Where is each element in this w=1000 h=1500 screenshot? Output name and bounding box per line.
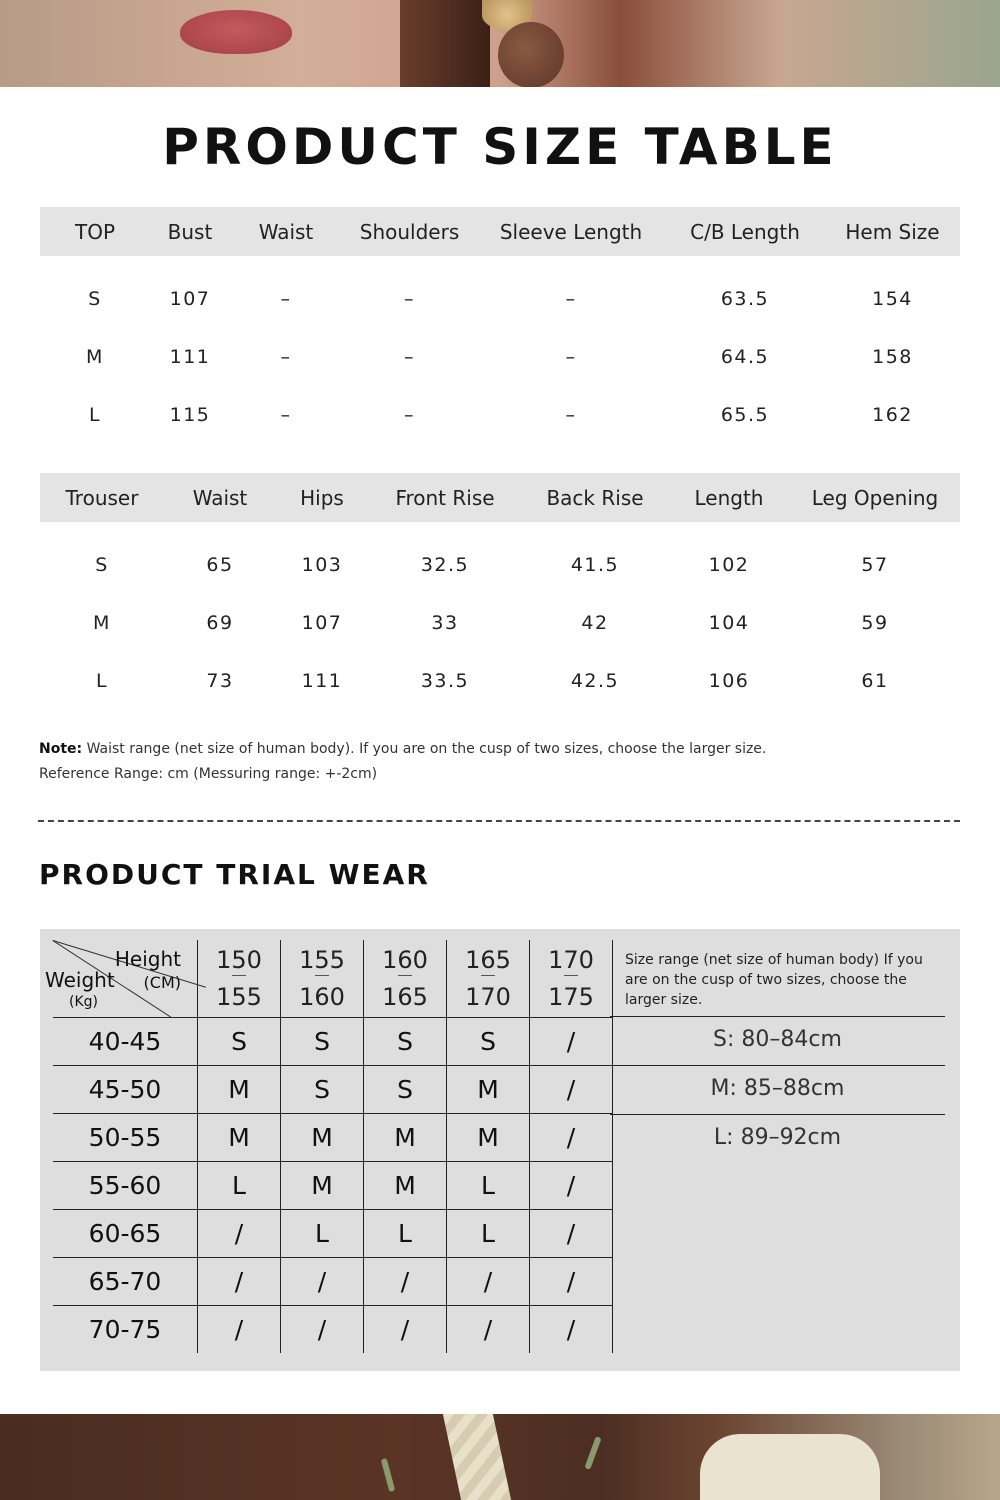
size-cell: L [198,1162,281,1210]
header-cell: TOP [40,207,150,256]
height-from: 165 [465,946,511,974]
table-cell: 61 [861,670,889,692]
trial-row [53,1210,613,1258]
size-cell: S [364,1066,447,1114]
size-cell: / [530,1066,613,1114]
height-to: 175 [548,983,594,1011]
size-cell: / [447,1306,530,1354]
table-row [40,536,960,594]
table-cell: 111 [169,346,211,368]
height-from: 170 [548,946,594,974]
height-range-header [447,940,530,1018]
height-range-header [364,940,447,1018]
size-range-column [610,940,945,1163]
size-cell: M [198,1114,281,1162]
trouser-size-table [40,473,960,710]
table-cell: 107 [301,612,343,634]
table-cell: 111 [301,670,343,692]
page-title: PRODUCT SIZE TABLE [162,118,838,176]
table-cell: 41.5 [570,554,620,576]
table-cell: 115 [169,404,211,426]
size-cell: M [364,1162,447,1210]
spacer [40,522,960,536]
height-from: 155 [299,946,345,974]
size-cell: M [198,1066,281,1114]
embroidery-leaf [584,1436,601,1470]
trial-row [53,1018,613,1066]
header-cell: Sleeve Length [477,207,665,256]
weight-label: Weight [45,968,115,992]
size-range-note: Size range (net size of human body) If you are on the cusp of two sizes, choose the larger size. [610,940,945,1017]
trial-row [53,1306,613,1354]
height-from: 150 [216,946,262,974]
weight-range: 60-65 [53,1210,198,1258]
size-cell: / [281,1258,364,1306]
table-cell: 65.5 [720,404,770,426]
earring-disc [498,22,564,87]
size-cell: L [364,1210,447,1258]
corner-header [45,940,198,1018]
model-photo-bottom [0,1414,1000,1500]
note-line [39,737,969,762]
table-cell: 154 [872,288,913,310]
table-cell: 42 [581,612,609,634]
header-cell: C/B Length [665,207,825,256]
weight-range: 45-50 [53,1066,198,1114]
table-cell: – [280,288,292,310]
model-hair [400,0,490,87]
table-cell: – [565,346,577,368]
woven-bag [700,1434,880,1500]
reference-range: Reference Range: cm (Messuring range: +-2cm) [39,766,378,782]
size-cell: / [364,1306,447,1354]
size-cell: L [281,1210,364,1258]
table-cell: 59 [861,612,889,634]
size-cell: / [530,1306,613,1354]
size-cell: / [364,1258,447,1306]
table-row [40,270,960,328]
size-range-l: L: 89–92cm [713,1125,842,1150]
embroidery-leaf [381,1458,396,1492]
height-range-header [281,940,364,1018]
table-cell: – [404,404,415,426]
kg-unit-label: (Kg) [69,994,98,1010]
table-cell: S [95,554,109,576]
size-range-s: S: 80–84cm [610,1017,945,1066]
cm-unit-label: (CM) [143,973,181,992]
size-cell: / [447,1258,530,1306]
size-cell: S [281,1018,364,1066]
header-cell: Hem Size [825,207,960,256]
size-cell: S [281,1066,364,1114]
table-cell: 106 [708,670,750,692]
table-cell: 162 [872,404,913,426]
header-cell: Back Rise [522,473,668,522]
table-cell: L [88,404,102,426]
height-to: 160 [299,983,345,1011]
table-cell: 33.5 [420,670,470,692]
range-separator [398,975,412,976]
table-row [40,652,960,710]
size-cell: L [447,1162,530,1210]
range-separator [232,975,246,976]
weight-range: 65-70 [53,1258,198,1306]
note-label: Note: [39,741,83,757]
table-header-row [40,207,960,256]
header-cell: Hips [276,473,368,522]
size-cell: / [530,1258,613,1306]
trial-wear-panel [40,929,960,1371]
table-cell: 102 [708,554,750,576]
table-cell: M [93,612,111,634]
weight-range: 40-45 [53,1018,198,1066]
table-cell: 158 [872,346,913,368]
size-cell: S [198,1018,281,1066]
table-cell: – [280,346,292,368]
table-cell: 63.5 [720,288,770,310]
size-cell: / [198,1306,281,1354]
table-cell: S [88,288,102,310]
size-cell: M [447,1114,530,1162]
table-cell: L [95,670,109,692]
height-range-header [530,940,613,1018]
table-row [40,386,960,444]
height-to: 155 [216,983,262,1011]
size-note [39,737,969,787]
table-cell: 32.5 [420,554,470,576]
size-cell: M [281,1162,364,1210]
range-separator [564,975,578,976]
size-cell: M [281,1114,364,1162]
size-cell: L [447,1210,530,1258]
trial-row [53,1114,613,1162]
model-lips [180,10,292,54]
woven-bag-strap [443,1414,511,1500]
size-cell: M [447,1066,530,1114]
table-cell: 69 [206,612,234,634]
table-cell: 65 [206,554,234,576]
header-cell: Length [668,473,790,522]
model-photo-top [0,0,1000,87]
table-cell: M [86,346,104,368]
header-cell: Leg Opening [790,473,960,522]
size-cell: S [364,1018,447,1066]
table-header-row [40,473,960,522]
header-cell: Trouser [40,473,164,522]
table-cell: 57 [861,554,889,576]
trial-row [53,1258,613,1306]
weight-range: 50-55 [53,1114,198,1162]
table-cell: 64.5 [720,346,770,368]
size-cell: / [530,1162,613,1210]
table-cell: – [280,404,292,426]
table-cell: 103 [301,554,343,576]
header-cell: Waist [164,473,276,522]
header-cell: Waist [230,207,342,256]
table-cell: 42.5 [570,670,620,692]
size-cell: / [198,1258,281,1306]
trial-wear-title: PRODUCT TRIAL WEAR [39,858,430,891]
size-cell: / [530,1210,613,1258]
table-cell: 33 [431,612,459,634]
table-cell: 104 [708,612,750,634]
header-cell: Shoulders [342,207,477,256]
size-cell: / [198,1210,281,1258]
height-to: 165 [382,983,428,1011]
table-cell: – [565,288,577,310]
table-cell: 73 [206,670,234,692]
size-range-m: M: 85–88cm [610,1066,945,1115]
spacer [40,256,960,270]
height-label: Height [114,947,181,971]
size-cell: / [530,1114,613,1162]
size-cell: / [530,1018,613,1066]
trial-row [53,1066,613,1114]
trial-wear-grid [45,940,613,1353]
size-cell: S [447,1018,530,1066]
table-cell: – [565,404,577,426]
size-cell: / [281,1306,364,1354]
table-row [40,594,960,652]
dashed-divider [38,820,960,822]
height-to: 170 [465,983,511,1011]
weight-range: 55-60 [53,1162,198,1210]
header-cell: Front Rise [368,473,522,522]
table-row [40,328,960,386]
top-size-table [40,207,960,444]
range-separator [315,975,329,976]
trial-row [53,1162,613,1210]
table-cell: – [404,346,415,368]
header-cell: Bust [150,207,230,256]
weight-range: 70-75 [88,1315,162,1344]
size-cell: M [364,1114,447,1162]
table-cell: – [404,288,415,310]
trial-header-row [53,940,613,1018]
height-range-header [198,940,281,1018]
note-text: Waist range (net size of human body). If you are on the cusp of two sizes, choose the larger size. [82,741,767,757]
height-from: 160 [382,946,428,974]
range-separator [481,975,495,976]
table-cell: 107 [169,288,211,310]
